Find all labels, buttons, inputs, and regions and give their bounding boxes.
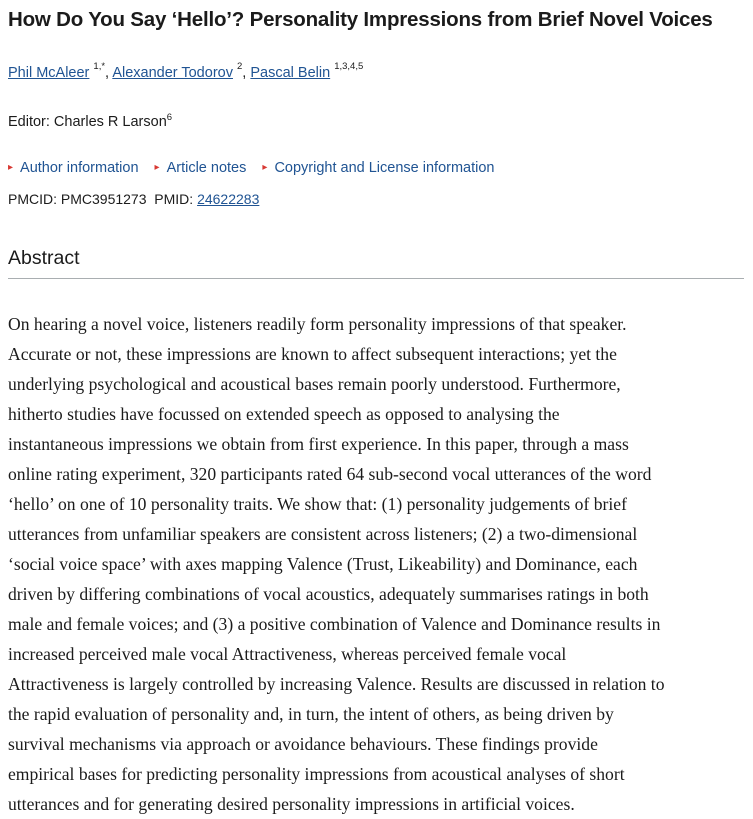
article-title: How Do You Say ‘Hello’? Personality Impressions from Brief Novel Voices [8, 8, 713, 31]
abstract-line: Attractiveness is largely controlled by increasing Valence. Results are discussed in relation to [8, 673, 665, 694]
copyright-license-toggle[interactable] [262, 158, 494, 178]
author-affiliation: 1,* [93, 61, 106, 72]
copyright-license-label: Copyright and License information [274, 159, 495, 176]
author-list: Phil McAleer $^{1,*}$, Alexander Todorov $^2$, Pascal Belin $^{1,3,4,5}$ [8, 61, 364, 81]
expand-triangle-icon: ▸ [154, 161, 160, 173]
article-notes-bar [8, 156, 744, 178]
abstract-line: ‘hello’ on one of 10 personality traits. We show that: (1) personality judgements of brief [8, 493, 627, 514]
abstract-line: On hearing a novel voice, listeners readily form personality impressions of that speaker. [8, 313, 627, 334]
author-link-todorov[interactable]: Alexander Todorov [112, 64, 233, 81]
abstract-line: underlying psychological and acoustical bases remain poorly understood. Furthermore, [8, 373, 621, 394]
expand-triangle-icon: ▸ [262, 161, 268, 173]
pmcid: PMCID: PMC3951273 [8, 190, 147, 207]
article-notes-toggle[interactable] [155, 158, 247, 178]
abstract-line: driven by differing combinations of vocal acoustics, adequately summarises ratings in both [8, 583, 649, 604]
abstract-body [8, 309, 744, 819]
abstract-line: Accurate or not, these impressions are known to affect subsequent interactions; yet the [8, 343, 617, 364]
abstract-heading: Abstract [8, 246, 744, 279]
pmid-link[interactable]: 24622283 [197, 190, 260, 207]
editor-label: Editor: Charles R Larson [8, 113, 167, 130]
abstract-line: hitherto studies have focussed on extended speech as opposed to analysing the [8, 403, 560, 424]
author-information-toggle[interactable] [8, 158, 139, 178]
abstract-line: utterances from unfamiliar speakers are consistent across listeners; (2) a two-dimensional [8, 523, 638, 544]
article-identifiers [8, 189, 744, 209]
abstract-line: increased perceived male vocal Attractiveness, whereas perceived female vocal [8, 643, 567, 664]
editor-affiliation: 6 [166, 111, 173, 123]
pmid-label: PMID: [154, 190, 194, 207]
author-link-mcaleer[interactable]: Phil McAleer [8, 64, 90, 81]
abstract-line: empirical bases for predicting personality impressions from acoustical analyses of short [8, 763, 625, 784]
abstract-line: survival mechanisms via approach or avoidance behaviours. These findings provide [8, 733, 598, 754]
article-notes-label: Article notes [166, 159, 247, 176]
abstract-line: the rapid evaluation of personality and, in turn, the intent of others, as being driven by [8, 703, 614, 724]
editor-line [8, 108, 744, 132]
expand-triangle-icon: ▸ [8, 161, 14, 173]
abstract-line: online rating experiment, 320 participants rated 64 sub-second vocal utterances of the word [8, 463, 652, 484]
abstract-line: ‘social voice space’ with axes mapping Valence (Trust, Likeability) and Dominance, each [8, 553, 638, 574]
author-information-label: Author information [20, 159, 139, 176]
author-affiliation: 2 [237, 61, 243, 72]
abstract-line: male and female voices; and (3) a positive combination of Valence and Dominance results in [8, 613, 661, 634]
abstract-line: utterances and for generating desired personality impressions in artificial voices. [8, 793, 575, 814]
author-affiliation: 1,3,4,5 [334, 61, 364, 72]
abstract-line: instantaneous impressions we obtain from first experience. In this paper, through a mass [8, 433, 629, 454]
author-link-belin[interactable]: Pascal Belin [250, 64, 331, 81]
